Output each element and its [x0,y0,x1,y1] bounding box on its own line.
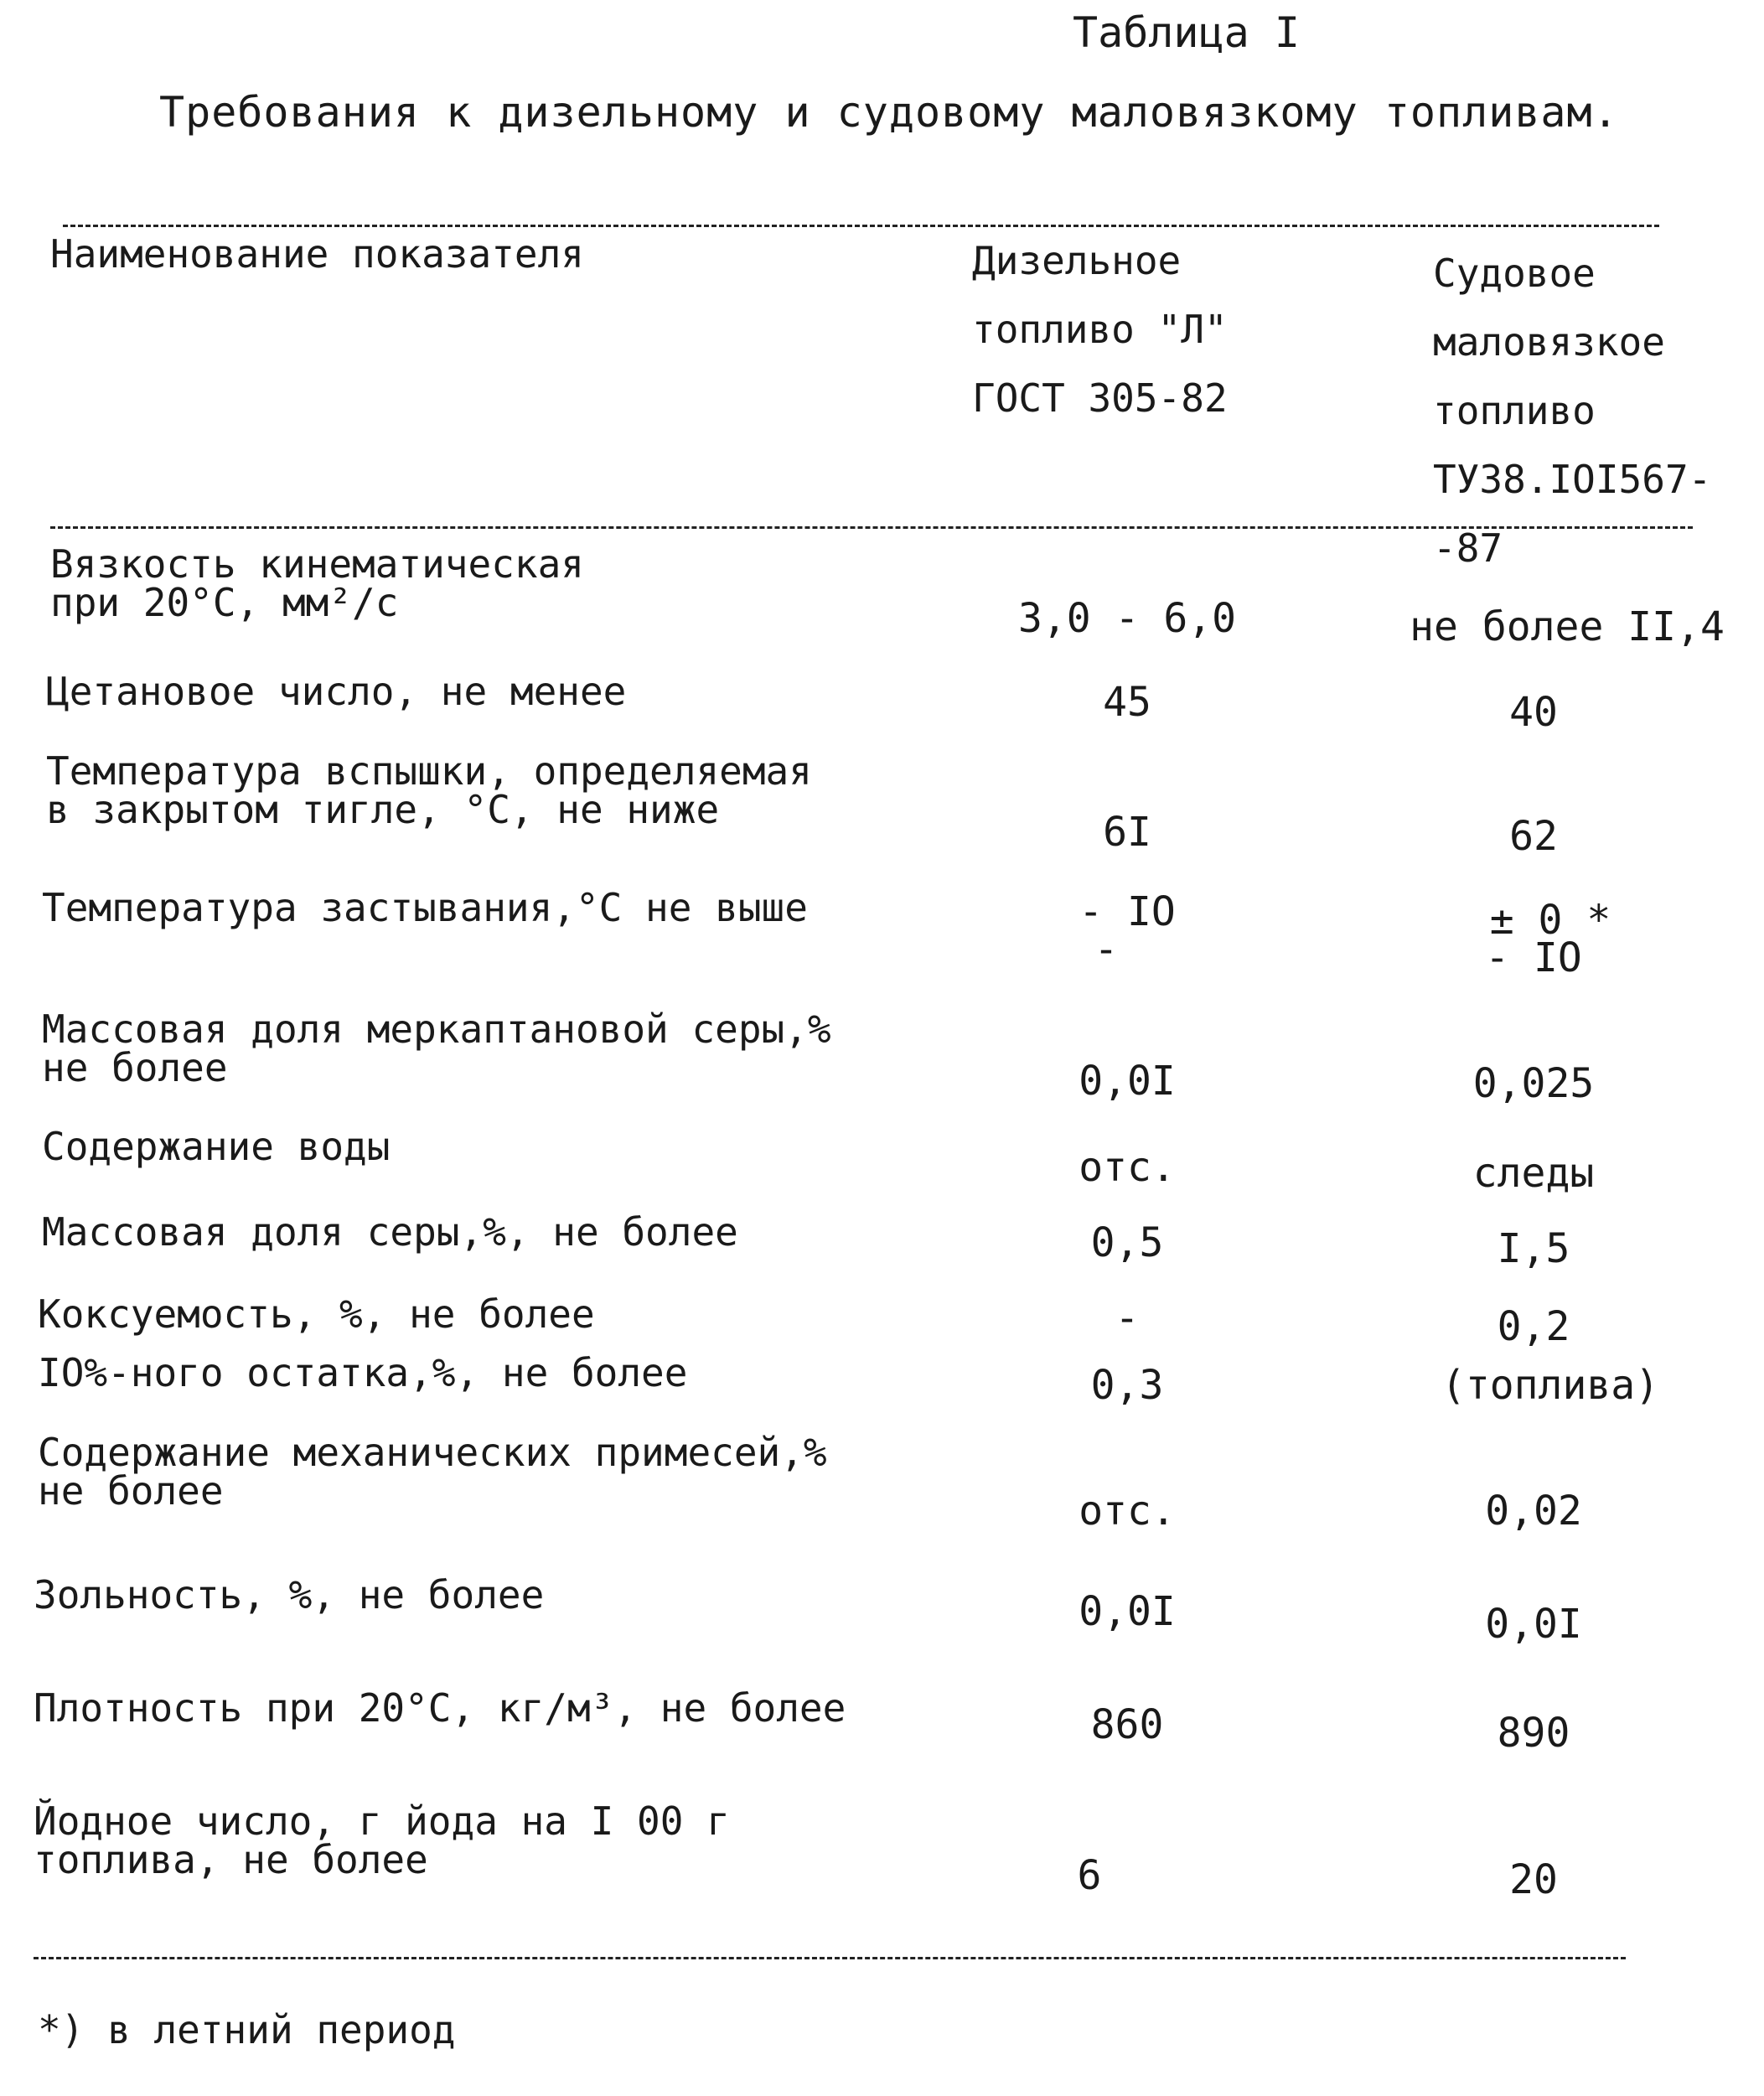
diesel-value: 0,5 [1090,1219,1164,1266]
header-indicator: Наименование показателя [50,231,584,277]
diesel-value: 860 [1090,1701,1164,1748]
diesel-value: 0,0I [1079,1588,1176,1635]
indicator-name [38,1291,595,1337]
header-diesel-line: топливо "Л" [972,307,1228,352]
indicator-line: не более [42,1045,228,1090]
diesel-value: 0,3 [1090,1362,1164,1409]
marine-value-extra: - IO [1485,934,1582,981]
marine-value: ± 0 * [1489,897,1611,944]
indicator-line: Температура застывания,°С не выше [42,885,808,930]
bottom-rule [34,1957,1626,1959]
indicator-name [38,1350,688,1395]
indicator-line: Йодное число, г йода на I 00 г [34,1798,730,1844]
diesel-value: отс. [1079,1488,1176,1534]
diesel-value-extra: - [1094,926,1119,973]
marine-value: не более II,4 [1410,603,1725,650]
indicator-line: Вязкость кинематическая [50,541,584,587]
footnote: *) в летний период [38,2007,456,2052]
indicator-line: Содержание воды [42,1124,391,1169]
indicator-line: топлива, не более [34,1837,428,1882]
indicator-name [42,885,808,930]
marine-value: 0,2 [1497,1303,1570,1350]
header-marine-line: Судовое [1433,251,1596,296]
marine-value: 62 [1509,813,1558,860]
header-marine-line: ТУ38.IOI567- [1433,457,1712,502]
indicator-line: Плотность при 20°С, кг/м³, не более [34,1685,846,1731]
header-diesel-line: Дизельное [972,238,1182,283]
indicator-name [46,669,627,714]
marine-value: 0,0I [1485,1601,1582,1648]
indicator-line: Коксуемость, %, не более [38,1291,595,1337]
marine-value: 0,02 [1485,1488,1582,1534]
indicator-line: Массовая доля серы,%, не более [42,1209,738,1255]
diesel-value: 6I [1103,809,1151,856]
header-diesel-line: ГОСТ 305-82 [972,375,1228,421]
diesel-value: 6 [1077,1852,1102,1899]
header-marine-fuel [1433,239,1711,582]
indicator-name [34,1685,846,1731]
indicator-name [34,1572,545,1617]
header-marine-line: маловязкое [1433,319,1665,365]
indicator-line: Содержание механических примесей,% [38,1430,827,1475]
indicator-name [42,1209,738,1255]
diesel-value: 0,0I [1079,1058,1176,1105]
diesel-value: - [1115,1295,1140,1342]
marine-value: 890 [1497,1710,1570,1757]
indicator-line: IO%-ного остатка,%, не более [38,1350,688,1395]
marine-value: 20 [1509,1856,1558,1903]
indicator-line: в закрытом тигле, °С, не ниже [46,787,720,832]
header-marine-line: топливо [1433,388,1596,433]
indicator-line: Температура вспышки, определяемая [46,748,812,794]
marine-value: 40 [1509,689,1558,736]
indicator-name [34,1798,730,1882]
table-number: Таблица I [1073,8,1300,57]
indicator-line: при 20°С, мм²/с [50,580,399,625]
indicator-line: Массовая доля меркаптановой серы,% [42,1007,831,1052]
marine-value: 0,025 [1472,1060,1595,1107]
header-diesel-fuel [972,226,1228,432]
indicator-line: не более [38,1468,224,1514]
header-marine-line: -87 [1433,525,1503,571]
indicator-line: Зольность, %, не более [34,1572,545,1617]
marine-value: следы [1472,1150,1595,1197]
diesel-value: отс. [1079,1144,1176,1191]
diesel-value: 45 [1103,679,1151,726]
indicator-name [42,1124,391,1169]
indicator-name [38,1430,827,1514]
indicator-name [42,1007,831,1090]
marine-value: (топлива) [1441,1362,1660,1409]
indicator-line: Цетановое число, не менее [46,669,627,714]
table-title: Требования к дизельному и судовому маловязкому топливам. [159,88,1619,137]
marine-value: I,5 [1497,1225,1570,1272]
diesel-value: 3,0 - 6,0 [1017,595,1237,642]
indicator-name [50,541,584,625]
indicator-name [46,748,812,832]
diesel-value: - IO [1079,888,1176,935]
header-rule [50,526,1693,529]
